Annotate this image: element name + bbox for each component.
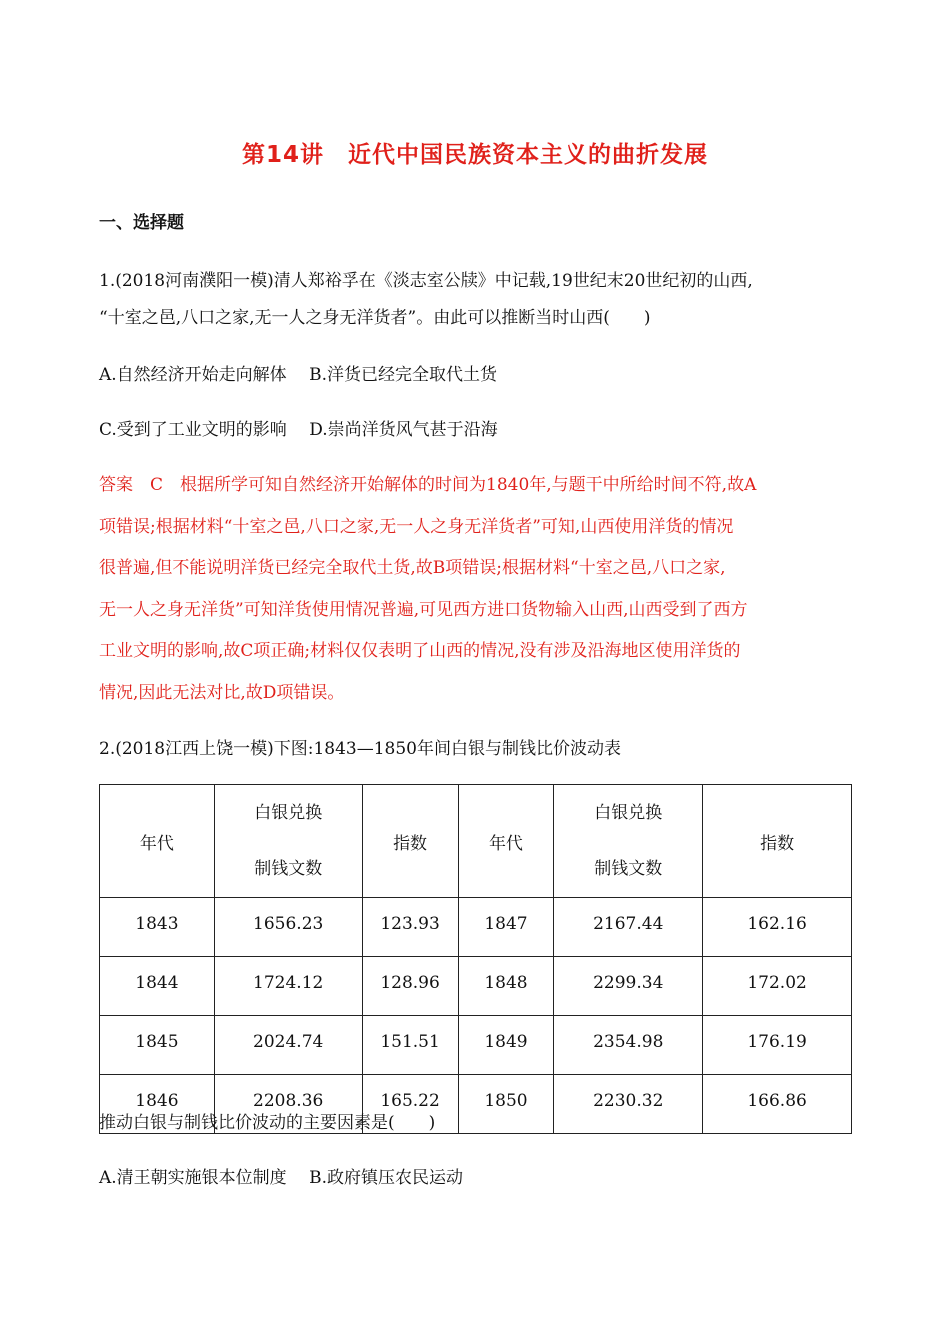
table-header-row [100, 785, 852, 898]
q1-stem-line2: “十室之邑,八口之家,无一人之身无洋货者”。由此可以推断当时山西( ) [99, 308, 651, 328]
cell-rate: 2354.98 [554, 1016, 703, 1075]
cell-index: 151.51 [362, 1016, 458, 1075]
silver-copper-rate-table [99, 784, 852, 1134]
cell-rate: 2299.34 [554, 957, 703, 1016]
cell-rate: 2208.36 [214, 1075, 362, 1134]
cell-rate: 2230.32 [554, 1075, 703, 1134]
cell-year: 1843 [100, 898, 215, 957]
q2-stem: 2.(2018江西上饶一模)下图:1843—1850年间白银与制钱比价波动表 [99, 739, 622, 759]
cell-year: 1847 [458, 898, 554, 957]
q1-answer-line: 很普遍,但不能说明洋货已经完全取代土货,故B项错误;根据材料“十室之邑,八口之家, [99, 558, 726, 578]
cell-index: 165.22 [362, 1075, 458, 1134]
q1-stem-line1: 1.(2018河南濮阳一模)清人郑裕孚在《淡志室公牍》中记载,19世纪末20世纪初的山西, [99, 271, 753, 291]
cell-year: 1850 [458, 1075, 554, 1134]
cell-rate: 1656.23 [214, 898, 362, 957]
header-index: 指数 [703, 785, 852, 898]
q2-options-ab: A.清王朝实施银本位制度 B.政府镇压农民运动 [99, 1168, 463, 1188]
cell-year: 1849 [458, 1016, 554, 1075]
cell-rate: 2167.44 [554, 898, 703, 957]
cell-year: 1844 [100, 957, 215, 1016]
header-index: 指数 [362, 785, 458, 898]
cell-rate: 2024.74 [214, 1016, 362, 1075]
cell-index: 166.86 [703, 1075, 852, 1134]
header-rate: 白银兑换 制钱文数 [554, 785, 703, 898]
cell-year: 1848 [458, 957, 554, 1016]
page-title: 第14讲 近代中国民族资本主义的曲折发展 [241, 142, 708, 168]
q1-options-cd: C.受到了工业文明的影响 D.崇尚洋货风气甚于沿海 [99, 420, 498, 440]
q2-question: 推动白银与制钱比价波动的主要因素是( ) [99, 1113, 436, 1133]
header-rate: 白银兑换 制钱文数 [214, 785, 362, 898]
q1-answer-line: 项错误;根据材料“十室之邑,八口之家,无一人之身无洋货者”可知,山西使用洋货的情况 [99, 517, 734, 537]
table-row [100, 1016, 852, 1075]
section-heading: 一、选择题 [99, 213, 184, 233]
cell-year: 1845 [100, 1016, 215, 1075]
q1-answer-line: 答案 C 根据所学可知自然经济开始解体的时间为1840年,与题干中所给时间不符,故A [99, 475, 757, 495]
header-year: 年代 [100, 785, 215, 898]
q1-answer-line: 情况,因此无法对比,故D项错误。 [99, 683, 345, 703]
table-row [100, 957, 852, 1016]
cell-rate: 1724.12 [214, 957, 362, 1016]
cell-year: 1846 [100, 1075, 215, 1134]
cell-index: 128.96 [362, 957, 458, 1016]
table-row [100, 898, 852, 957]
header-year: 年代 [458, 785, 554, 898]
cell-index: 162.16 [703, 898, 852, 957]
q1-answer-line: 无一人之身无洋货”可知洋货使用情况普遍,可见西方进口货物输入山西,山西受到了西方 [99, 600, 748, 620]
q1-answer-line: 工业文明的影响,故C项正确;材料仅仅表明了山西的情况,没有涉及沿海地区使用洋货的 [99, 641, 741, 661]
cell-index: 172.02 [703, 957, 852, 1016]
cell-index: 123.93 [362, 898, 458, 957]
q1-options-ab: A.自然经济开始走向解体 B.洋货已经完全取代土货 [99, 365, 497, 385]
cell-index: 176.19 [703, 1016, 852, 1075]
